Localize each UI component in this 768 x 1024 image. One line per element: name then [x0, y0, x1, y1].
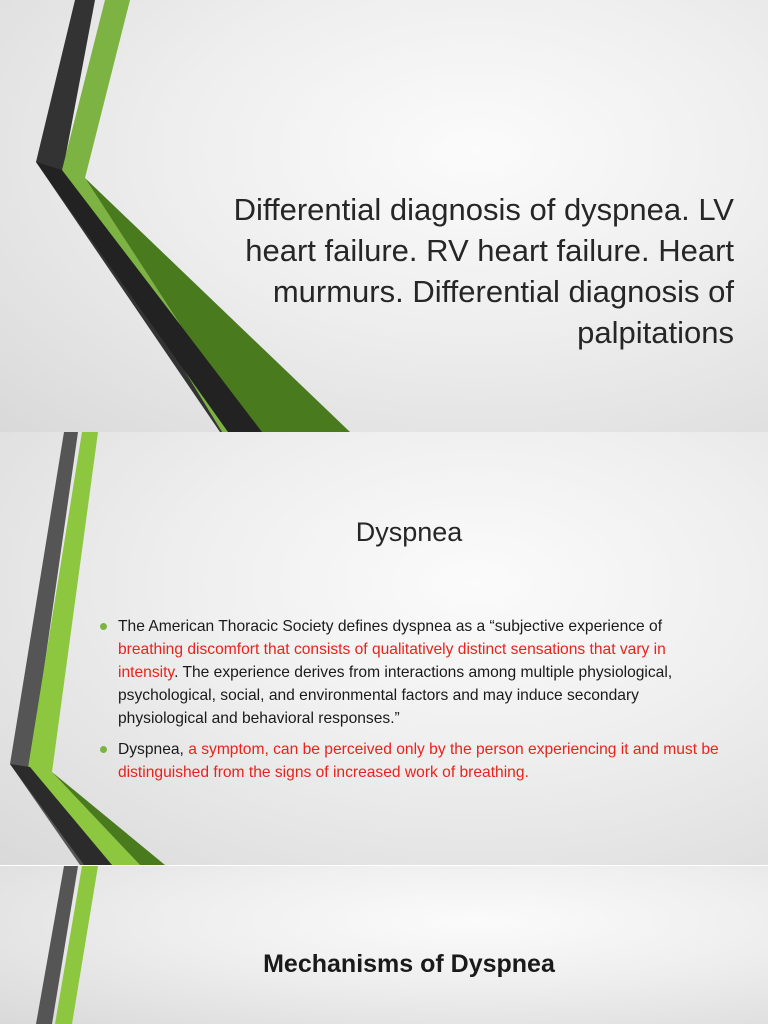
highlighted-text: a symptom, can be perceived only by the person experiencing it and must be distinguished from the signs of increased work of breathing.: [118, 741, 719, 781]
slide-title: Mechanisms of Dyspnea: [263, 950, 555, 978]
mechanisms-slide: [0, 866, 768, 1024]
bullet-dot-icon: [100, 623, 107, 630]
bullet-text: . The experience derives from interactions among multiple physiological, psychological, social, and environmental factors and may induce secondary physiological and behavioral responses.”: [118, 664, 673, 727]
title-slide: [0, 0, 768, 432]
highlighted-text: breathing discomfort that consists of qualitatively distinct sensations that vary in intensity: [118, 641, 666, 681]
bullet-item: [100, 615, 725, 730]
slide-title: Differential diagnosis of dyspnea. LV heart failure. RV heart failure. Heart murmurs. Differential diagnosis of palpitations: [233, 192, 734, 350]
bullet-item: [100, 738, 725, 784]
decorative-stripes: [0, 866, 768, 1024]
dyspnea-slide: [0, 432, 768, 865]
bullet-text: Dyspnea,: [118, 741, 189, 758]
bullet-text: The American Thoracic Society defines dyspnea as a “subjective experience of: [118, 618, 663, 635]
bullet-dot-icon: [100, 746, 107, 753]
slide-title: Dyspnea: [355, 517, 463, 547]
bullet-list: [100, 615, 725, 792]
